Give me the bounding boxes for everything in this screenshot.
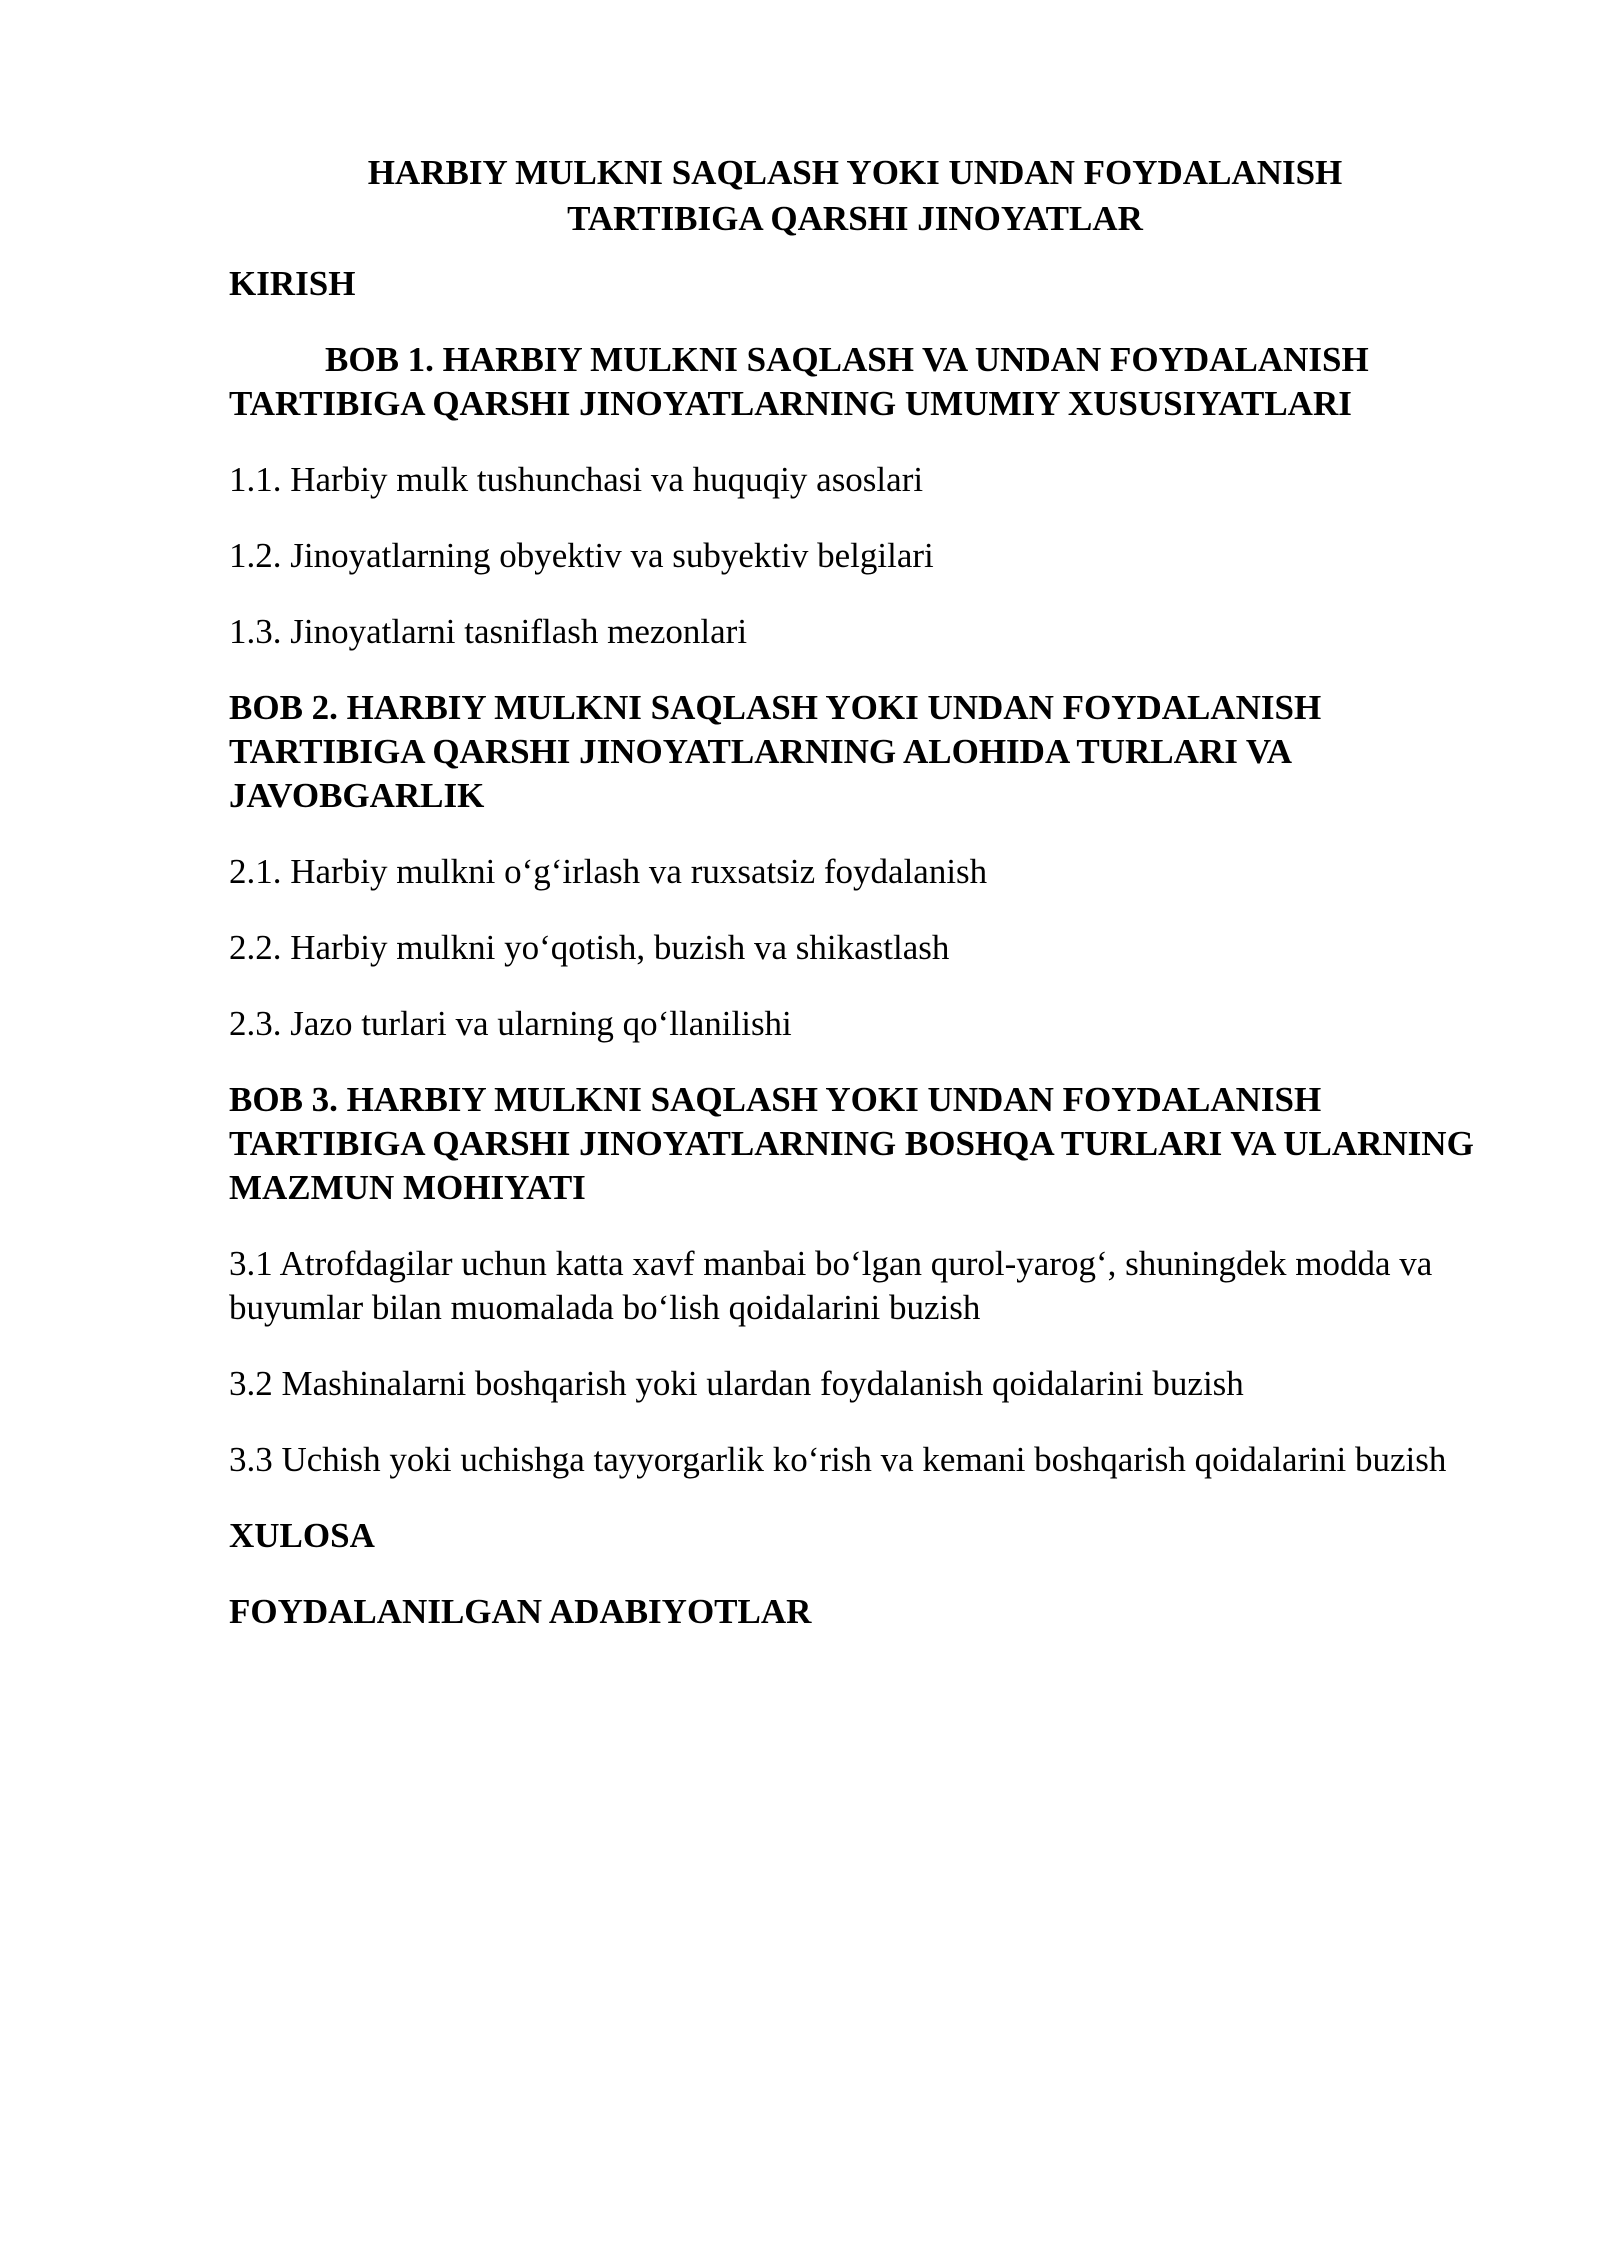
chapter-3-heading: BOB 3. HARBIY MULKNI SAQLASH YOKI UNDAN FOYDALANISH TARTIBIGA QARSHI JINOYATLARNING BOSHQA TURLARI VA ULARNING MAZMUN MOHIYATI	[229, 1080, 1474, 1207]
section-3-1: 3.1 Atrofdagilar uchun katta xavf manbai bo‘lgan qurol-yarog‘, shuningdek modda va buyumlar bilan muomalada bo‘lish qoidalarini buzish	[229, 1244, 1433, 1327]
chapter-1-heading: BOB 1. HARBIY MULKNI SAQLASH VA UNDAN FOYDALANISH TARTIBIGA QARSHI JINOYATLARNING UMUMIY XUSUSIYATLARI	[229, 340, 1369, 423]
intro-heading: KIRISH	[229, 264, 356, 303]
title-line-2: TARTIBIGA QARSHI JINOYATLAR	[567, 199, 1143, 238]
section-2-2: 2.2. Harbiy mulkni yo‘qotish, buzish va shikastlash	[229, 928, 950, 967]
chapter-2-heading: BOB 2. HARBIY MULKNI SAQLASH YOKI UNDAN FOYDALANISH TARTIBIGA QARSHI JINOYATLARNING ALOHIDA TURLARI VA JAVOBGARLIK	[229, 688, 1322, 815]
section-1-3: 1.3. Jinoyatlarni tasniflash mezonlari	[229, 612, 748, 651]
document-title	[229, 150, 1481, 242]
section-1-1: 1.1. Harbiy mulk tushunchasi va huquqiy asoslari	[229, 460, 924, 499]
section-1-2: 1.2. Jinoyatlarning obyektiv va subyektiv belgilari	[229, 536, 934, 575]
section-3-3: 3.3 Uchish yoki uchishga tayyorgarlik ko‘rish va kemani boshqarish qoidalarini buzish	[229, 1440, 1447, 1479]
section-2-3: 2.3. Jazo turlari va ularning qo‘llanilishi	[229, 1004, 792, 1043]
section-2-1: 2.1. Harbiy mulkni o‘g‘irlash va ruxsatsiz foydalanish	[229, 852, 988, 891]
title-line-1: HARBIY MULKNI SAQLASH YOKI UNDAN FOYDALANISH	[367, 153, 1343, 192]
section-3-2: 3.2 Mashinalarni boshqarish yoki ulardan foydalanish qoidalarini buzish	[229, 1364, 1244, 1403]
references-heading: FOYDALANILGAN ADABIYOTLAR	[229, 1592, 812, 1631]
conclusion-heading: XULOSA	[229, 1516, 375, 1555]
table-of-contents	[229, 150, 1481, 1634]
